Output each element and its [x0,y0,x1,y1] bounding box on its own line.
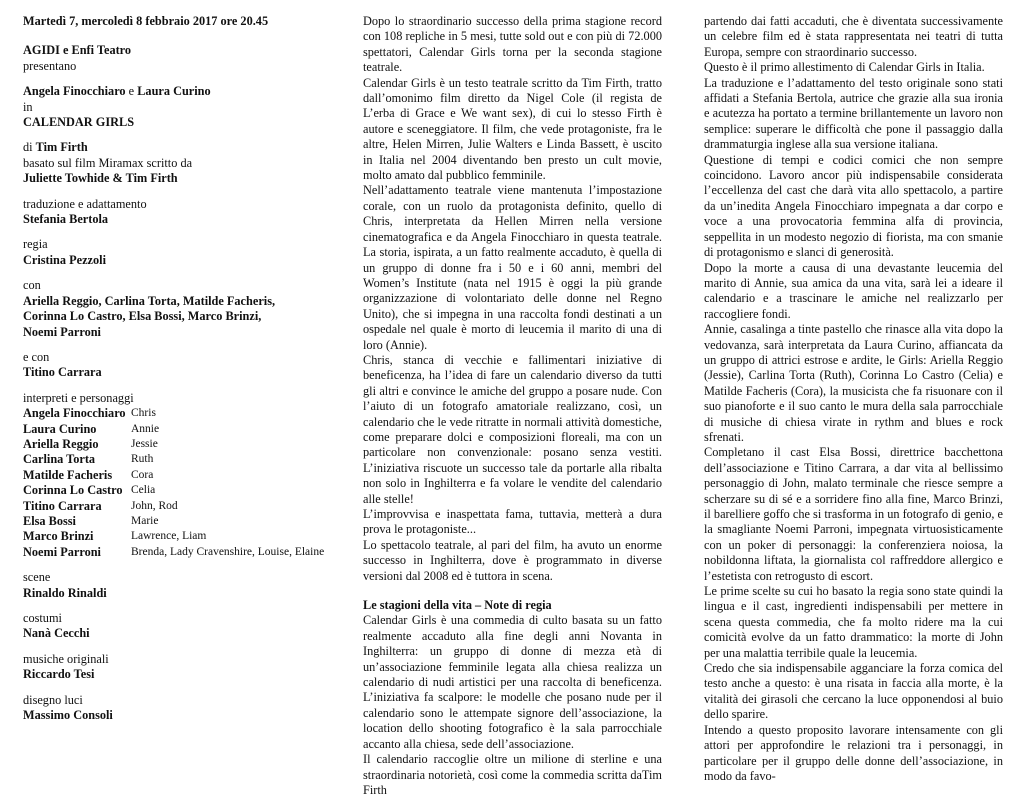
cast-row [23,514,333,529]
paragraph: Chris, stanca di vecchie e fallimentari iniziative di beneficenza, ha l’idea di fare un calendario diverso da tutti gli altri e convince le amiche del gruppo a posare nude. Con l’aiuto di un fotografo amatoriale realizzano, così, un calendario che le vede ritratte in normali attività domestiche, come preparare dolci e composizioni floreali, ma con un particolare non convenzionale: posano senza vestiti. L’iniziativa riscuote un successo tale da portarle alla ribalta non solo in Inghilterra e fa volare le vendite del calendario alle stelle! [363,352,662,506]
direction-label: regia [23,237,48,252]
cast-role: Ruth [131,453,154,466]
actress-a: Angela Finocchiaro [23,84,126,99]
scenes-name: Rinaldo Rinaldi [23,585,107,600]
cast-role: Marie [131,514,159,527]
based-on: basato sul film Miramax scritto da [23,155,193,170]
cast-actor: Laura Curino [23,421,97,436]
in-label: in [23,99,33,114]
cast-role: Celia [131,484,156,497]
lead-actresses [23,84,333,99]
paragraph: Dopo la morte a causa di una devastante leucemia del marito di Annie, sua amica da una vita, sarà lei a ideare il calendario e a trascinare le amiche nel realizzarlo per raccogliere fondi. [704,260,1003,321]
and-with-name: Titino Carrara [23,365,102,380]
performance-date: Martedì 7, mercoledì 8 febbraio 2017 ore 20.45 [23,14,269,28]
cast-actor: Noemi Parroni [23,544,101,559]
music-label: musiche originali [23,651,109,666]
music-name: Riccardo Tesi [23,667,95,682]
cast-role: Annie [131,422,160,435]
paragraph: Dopo lo straordinario successo della prima stagione record con 108 repliche in 5 mesi, tutte sold out e con più di 72.000 spettatori, Calendar Girls torna per la seconda stagione teatrale. [363,14,662,75]
present-label: presentano [23,58,77,73]
cast-row [23,452,333,467]
author-line [23,140,333,155]
cast-role: Brenda, Lady Cravenshire, Louise, Elaine [131,545,325,558]
paragraph: Il calendario raccoglie oltre un milione di sterline e una straordinaria notorietà, così come la commedia scritta daTim Firth [363,752,662,797]
translation-name: Stefania Bertola [23,212,109,227]
paragraph: Calendar Girls è un testo teatrale scritto da Tim Firth, tratto dall’omonimo film diretto da Nigel Cole (il regista de L’erba di Grace e We want sex), di cui lo stesso Firth è autore e sceneggiatore. Il film, che vede protagoniste, fra le altre, Helen Mirren, Julie Walters e Linda Bassett, è uscito in Italia nel 2004 diventando ben presto un cult movie, molto amato dal pubblico femminile. [363,75,662,183]
article-column-2 [363,14,662,798]
paragraph: partendo dai fatti accaduti, che è diventata successivamente un celebre film ed è stata rappresentata nei teatri di tutta Europa, sempre con straordinario successo. [704,14,1003,59]
paragraph: Questione di tempi e codici comici che non sempre coincidono. Lavoro ancor più indispensabile considerata l’eccellenza del cast che darà vita allo spettacolo, a partire da un’inedita Angela Finocchiaro impegnata a dar corpo e voce a una provocatoria femmina alfa di provincia, seppellita in un modesto negozio di fiorista, ma con smanie di protagonismo e slanci di generosità. [704,152,1003,260]
producers: AGIDI e Enfi Teatro [23,43,132,58]
cast-row [23,468,333,483]
cast-role: Jessie [131,437,158,450]
cast-role: John, Rod [131,499,178,512]
translation-label: traduzione e adattamento [23,196,147,211]
paragraph: Annie, casalinga a tinte pastello che rinasce alla vita dopo la vedovanza, sarà interpretata da Laura Curino, affiancata da un gruppo di attrici estrose e ardite, le Girls: Ariella Reggio (Jessie), Carlina Torta (Ruth), Corinna Lo Castro (Celia) e Matilde Facheris (Cora), la musicista che fa risuonare con il suo pianoforte e il suo canto le mura della sala parrocchiale di musiche di chiesa virate in rythm and blues e rock sfrenati. [704,322,1003,444]
costumes-name: Nanà Cecchi [23,626,90,641]
cast-actor: Corinna Lo Castro [23,483,123,498]
with-label: con [23,278,41,293]
cast-row [23,545,333,560]
cast-row [23,422,333,437]
cast-actor: Marco Brinzi [23,529,94,544]
cast-list [23,406,333,560]
cast-actor: Angela Finocchiaro [23,406,126,421]
cast-actor: Carlina Torta [23,452,96,467]
paragraph: Completano il cast Elsa Bossi, direttrice bacchettona dell’associazione e Titino Carrara, a dar vita al bellissimo personaggio di John, malato terminale che riesce sempre a scherzare su di sé e a sorridere fino alla fine, Marco Brinzi, il barelliere goffo che si trasforma in un fotografo di genio, e la smagliante Noemi Parroni, impegnata virtuosisticamente con un poker di personaggi: la conferenziera noiosa, la nobildonna liftata, la giornalista col raffreddore allergico e l’estetista con retrogusto di escort. [704,445,1003,583]
screenwriters: Juliette Towhide & Tim Firth [23,171,178,186]
paragraph: Questo è il primo allestimento di Calendar Girls in Italia. [704,60,985,75]
cast-actor: Elsa Bossi [23,513,76,528]
costumes-label: costumi [23,611,62,625]
paragraph: L’improvvisa e inaspettata fama, tuttavia, metterà a dura prova le protagoniste... [363,507,662,537]
and-word: e [128,84,135,99]
lighting-name: Massimo Consoli [23,708,113,723]
cast-actor: Titino Carrara [23,498,102,513]
cast-actor: Matilde Facheris [23,467,113,482]
cast-row [23,406,333,421]
with-names-line: Noemi Parroni [23,324,101,339]
cast-label: interpreti e personaggi [23,390,134,405]
cast-row [23,529,333,544]
cast-role: Chris [131,407,156,420]
author-name: Tim Firth [35,140,88,155]
paragraph: Le prime scelte su cui ho basato la regia sono state quindi la lingua e il cast, ingredienti indispensabili per mettere in scena questa commedia, che fa molto ridere ma la cui comicità evolve da un fatto drammatico: la morte di John per una malattia terribile quale la leucemia. [704,584,1003,660]
cast-row [23,499,333,514]
cast-actor: Ariella Reggio [23,436,99,451]
paragraph: Calendar Girls è una commedia di culto basata su un fatto realmente accaduto alla fine degli anni Novanta in Inghilterra: un gruppo di donne di mezza età di un’associazione femminile legata alla chiesa realizza un calendario di nudi artistici per una raccolta di beneficenza. L’iniziativa fa scalpore: le modelle che posano nude per il calendario sono le attempate signore dell’associazione, la location dello shooting fotografico è la sala parrocchiale accanto alla chiesa, sede dell’associazione. [363,613,662,751]
cast-role: Cora [131,468,154,481]
di-label: di [23,140,33,155]
paragraph: Intendo a questo proposito lavorare intensamente con gli attori per approfondire le relazioni tra i personaggi, in particolare per il gruppo delle donne dell’associazione, in modo da favo- [704,722,1003,783]
paragraph: Lo spettacolo teatrale, al pari del film, ha avuto un enorme successo in Inghilterra, dove è programmato in diverse versioni dal 2008 ed è tuttora in scena. [363,537,662,583]
direction-name: Cristina Pezzoli [23,252,106,267]
with-names-line: Corinna Lo Castro, Elsa Bossi, Marco Brinzi, [23,309,262,324]
lighting-label: disegno luci [23,692,83,707]
cast-row [23,437,333,452]
paragraph: Nell’adattamento teatrale viene mantenuta l’impostazione corale, con un ruolo da protagonista definito, quello di Chris, interpretata da Hellen Mirren nella versione cinematografica e da Angela Finocchiaro in questa teatrale. La storia, ispirata, a un fatto realmente accaduto, è quella di un gruppo di donne fra i 50 e i 60 anni, membri del Women’s Institute (nata nel 1915 è oggi la più grande organizzazione di volontariato delle donne nel Regno Unito), che si impegna in una raccolta fondi destinati a un ospedale nel quale è morto di leucemia il marito di una di loro (Annie). [363,183,662,352]
cast-row [23,483,333,498]
and-with-label: e con [23,349,50,364]
actress-b: Laura Curino [137,84,211,99]
credits-column [23,14,333,723]
paragraph: Credo che sia indispensabile agganciare la forza comica del testo anche a questo: è una risata in faccia alla morte, è la vitalità dei girasoli che cercano la luce opponendosi al buio dello sparire. [704,661,1003,722]
paragraph: La traduzione e l’adattamento del testo originale sono stati affidati a Stefania Bertola, autrice che grazie alla sua ironia e acutezza ha portato a termine brillantemente un lavoro non semplice: superare le difficoltà che pone il passaggio dalla drammaturgia inglese alla sua versione italiana. [704,75,1003,152]
article-column-3 [704,14,1003,784]
with-names-line: Ariella Reggio, Carlina Torta, Matilde Facheris, [23,293,276,308]
section-heading: Le stagioni della vita – Note di regia [363,598,552,613]
scenes-label: scene [23,570,51,585]
show-title: CALENDAR GIRLS [23,115,135,130]
cast-role: Lawrence, Liam [131,530,207,543]
